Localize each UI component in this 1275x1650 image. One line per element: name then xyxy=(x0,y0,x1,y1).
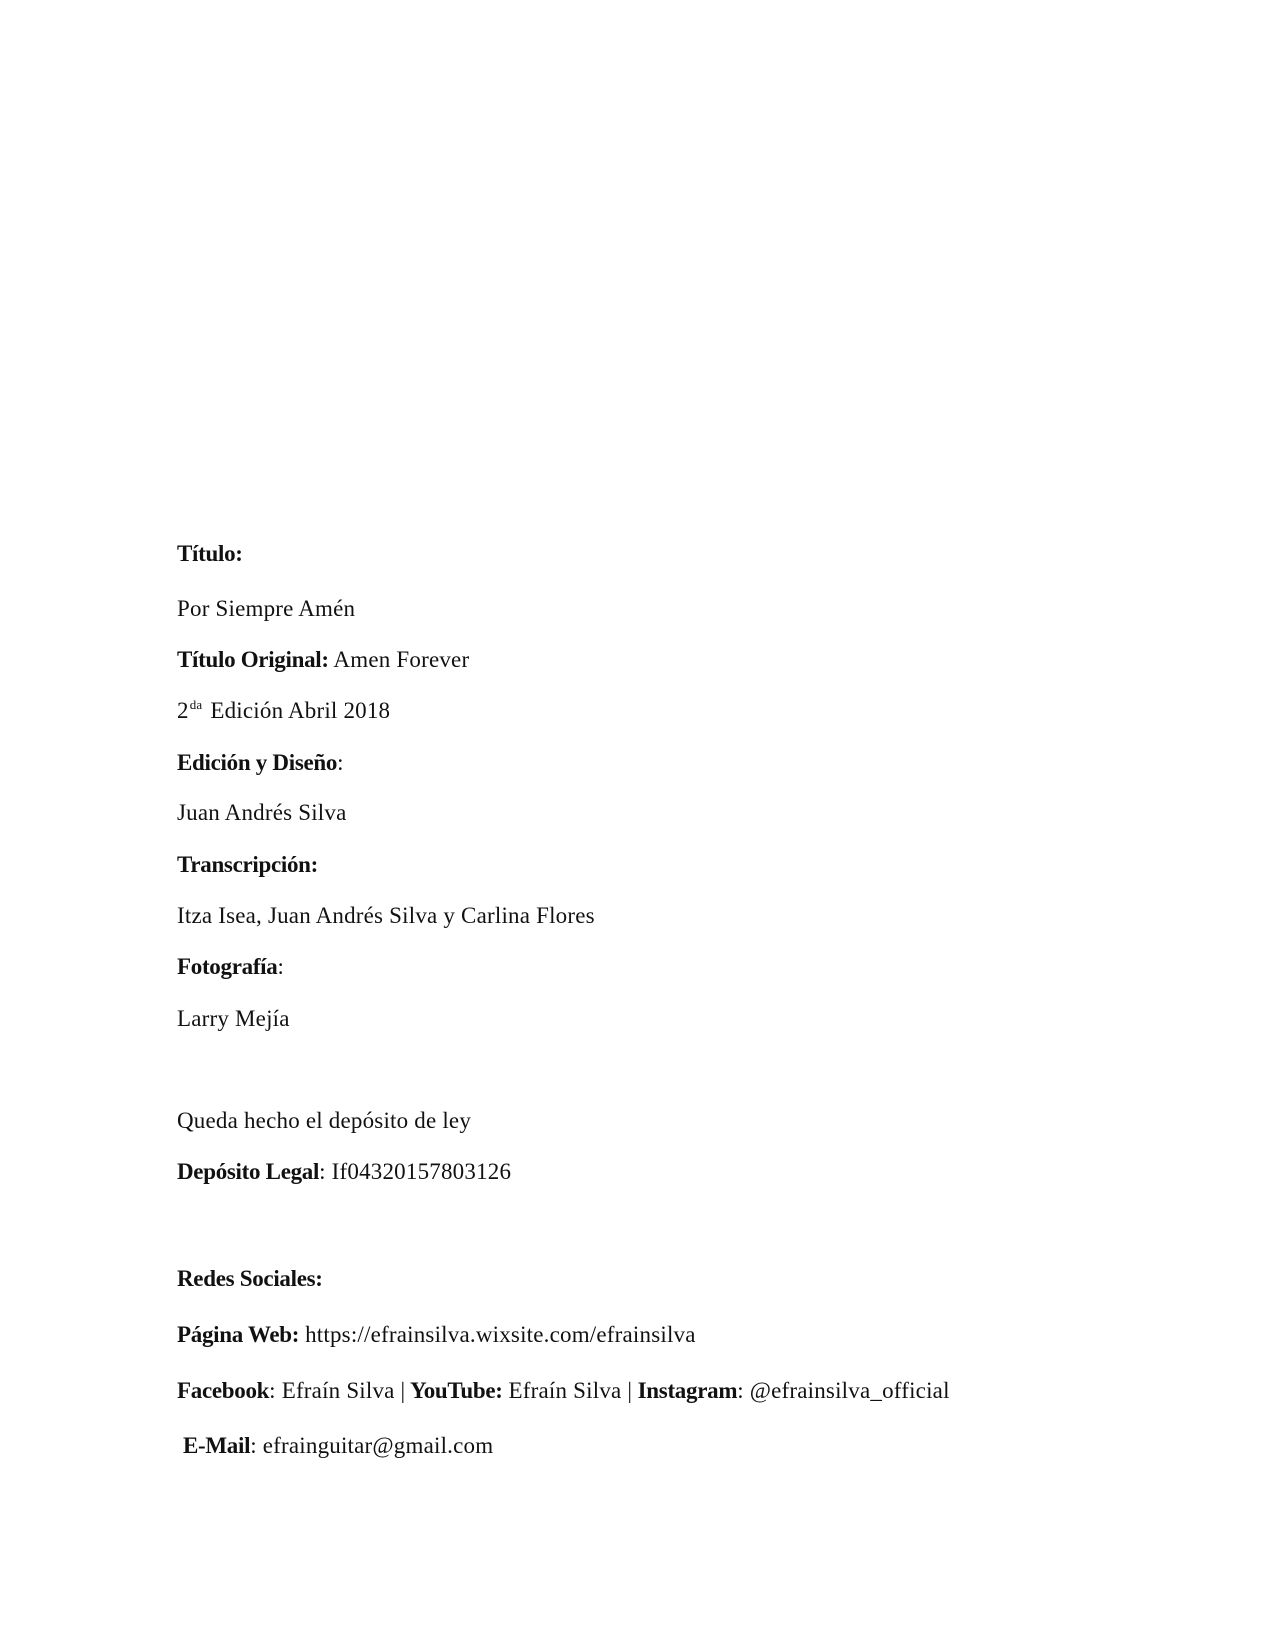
transcripcion-value xyxy=(177,902,595,930)
transcripcion-line xyxy=(177,851,318,879)
titulo-value xyxy=(177,595,355,623)
edicion-diseno-colon: : xyxy=(337,750,344,775)
pagina-web-label: Página Web: xyxy=(177,1322,300,1347)
titulo-label: Título: xyxy=(177,541,243,566)
youtube-label: YouTube: xyxy=(405,1378,503,1403)
social-links-line xyxy=(177,1377,950,1405)
titulo-original-label: Título Original: xyxy=(177,647,329,672)
transcripcion-label: Transcripción: xyxy=(177,852,319,877)
fotografia-label: Fotografía xyxy=(177,954,278,979)
separator: | xyxy=(627,1378,633,1403)
facebook-value: : Efraín Silva xyxy=(269,1378,401,1403)
redes-sociales-label: Redes Sociales: xyxy=(177,1266,323,1291)
fotografia-value xyxy=(177,1005,290,1033)
titulo-line xyxy=(177,540,243,568)
edicion-diseno-line xyxy=(177,749,344,777)
email-value[interactable]: : efrainguitar@gmail.com xyxy=(250,1433,494,1458)
edicion-diseno-label: Edición y Diseño xyxy=(177,750,338,775)
transcripcion-names: Itza Isea, Juan Andrés Silva y Carlina Flores xyxy=(177,903,595,928)
fotografia-name: Larry Mejía xyxy=(177,1006,290,1031)
edicion-number: 2 xyxy=(177,698,189,723)
facebook-label: Facebook xyxy=(177,1378,270,1403)
email-label: E-Mail xyxy=(183,1433,251,1458)
pagina-web-url[interactable]: https://efrainsilva.wixsite.com/efrainsilva xyxy=(299,1322,696,1347)
edicion-ordinal: da xyxy=(189,697,203,712)
fotografia-line xyxy=(177,953,284,981)
deposito-legal-label: Depósito Legal xyxy=(177,1159,320,1184)
youtube-value: Efraín Silva xyxy=(502,1378,628,1403)
pagina-web-line xyxy=(177,1321,696,1349)
edicion-text: Edición Abril 2018 xyxy=(204,698,391,723)
deposito-legal-value: : If04320157803126 xyxy=(319,1159,512,1184)
deposito-legal-line xyxy=(177,1158,511,1186)
edicion-diseno-name: Juan Andrés Silva xyxy=(177,800,347,825)
deposito-statement xyxy=(177,1107,471,1135)
deposito-statement-text: Queda hecho el depósito de ley xyxy=(177,1108,472,1133)
titulo-original-line xyxy=(177,646,469,674)
edicion-line xyxy=(177,697,390,725)
separator: | xyxy=(400,1378,406,1403)
edicion-diseno-value xyxy=(177,799,347,827)
titulo-original-value: Amen Forever xyxy=(328,647,470,672)
instagram-label: Instagram xyxy=(632,1378,738,1403)
redes-sociales-heading xyxy=(177,1265,323,1293)
instagram-value: : @efrainsilva_official xyxy=(737,1378,950,1403)
fotografia-colon: : xyxy=(277,954,285,979)
email-line xyxy=(183,1432,493,1460)
titulo-text: Por Siempre Amén xyxy=(177,596,356,621)
